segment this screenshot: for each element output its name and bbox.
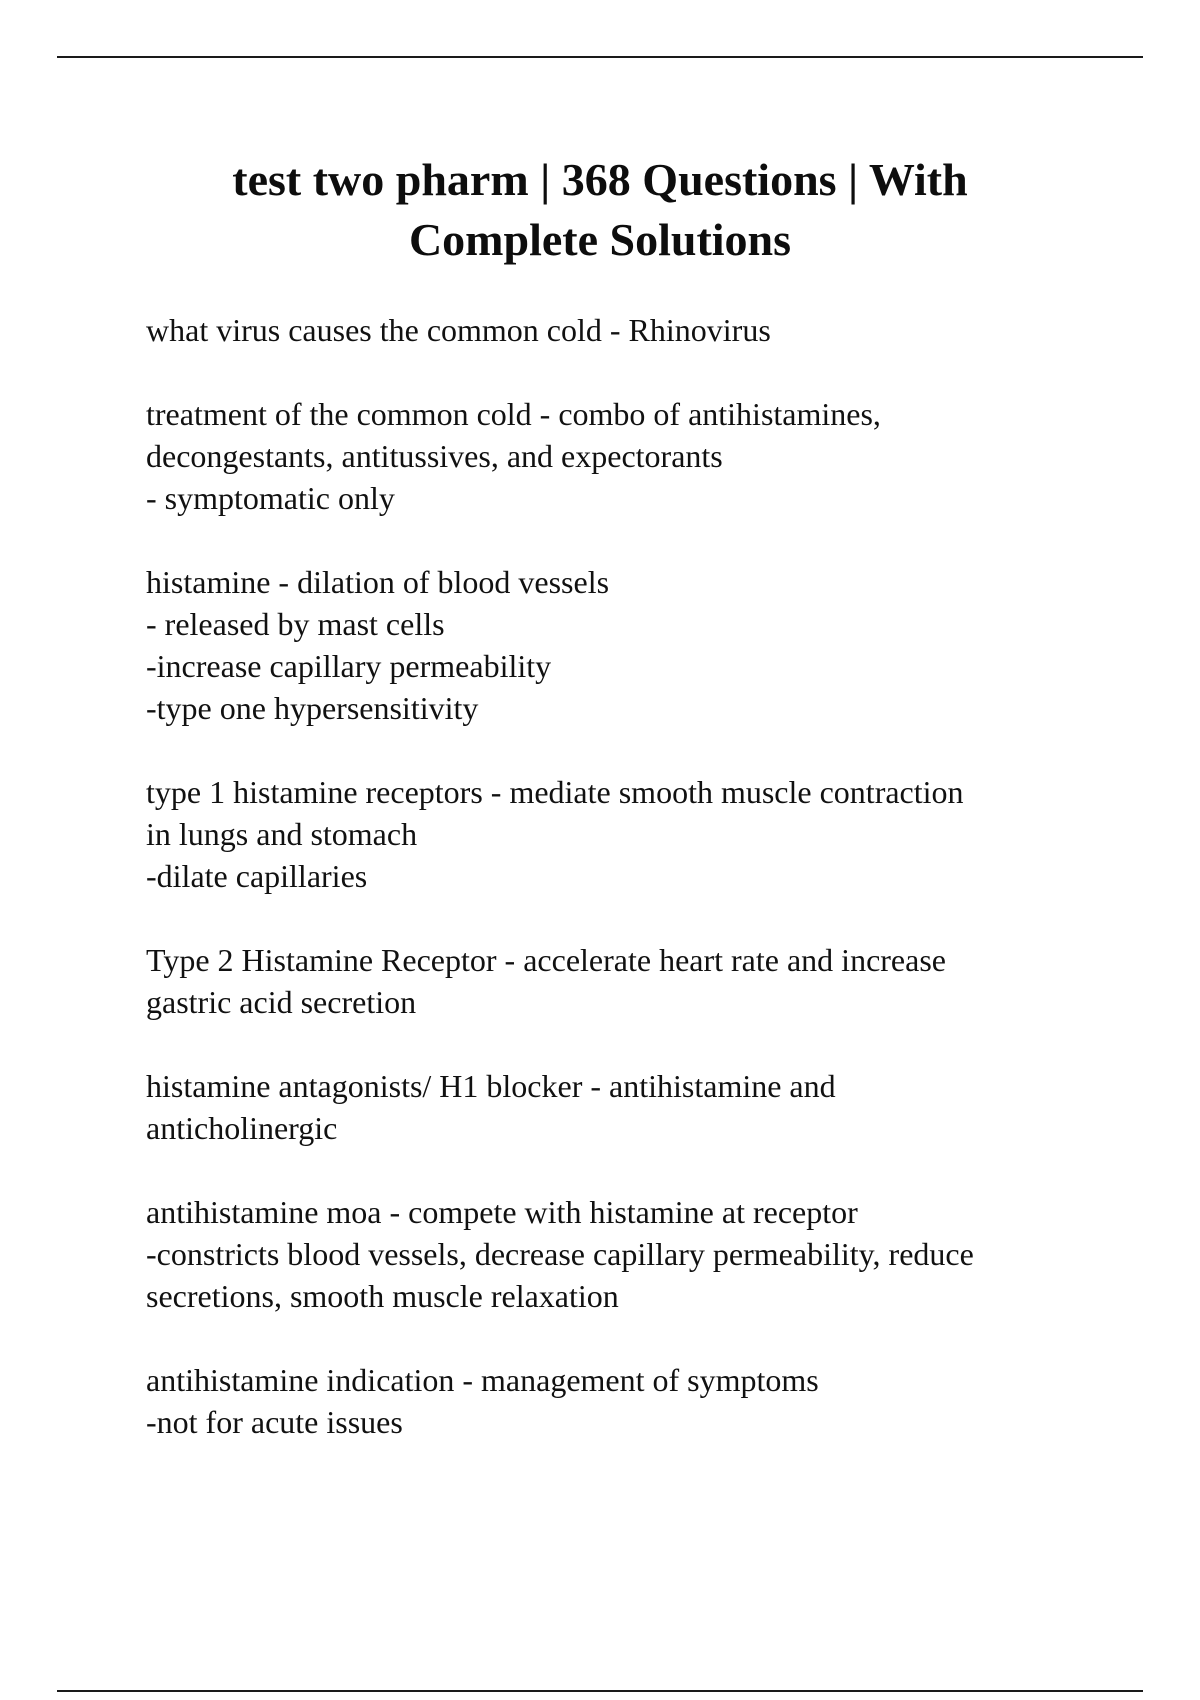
qa-entry: [146, 771, 1146, 897]
qa-line: in lungs and stomach: [146, 816, 418, 852]
qa-line: type 1 histamine receptors - mediate smooth muscle contraction: [146, 774, 964, 810]
qa-line: secretions, smooth muscle relaxation: [146, 1278, 619, 1314]
page-title: [100, 150, 1100, 270]
qa-line: -increase capillary permeability: [146, 648, 552, 684]
qa-line: decongestants, antitussives, and expectorants: [146, 438, 723, 474]
qa-line: -constricts blood vessels, decrease capillary permeability, reduce: [146, 1236, 974, 1272]
qa-line: treatment of the common cold - combo of antihistamines,: [146, 396, 881, 432]
bottom-divider: [57, 1690, 1143, 1692]
qa-line: what virus causes the common cold - Rhinovirus: [146, 312, 771, 348]
qa-entry: [146, 393, 1146, 519]
qa-line: histamine antagonists/ H1 blocker - antihistamine and: [146, 1068, 836, 1104]
qa-entry: [146, 1191, 1146, 1317]
qa-entry: [146, 1065, 1146, 1149]
qa-line: -not for acute issues: [146, 1404, 403, 1440]
qa-line: anticholinergic: [146, 1110, 338, 1146]
title-line-1: test two pharm | 368 Questions | With: [232, 154, 968, 205]
qa-entry: [146, 1359, 1146, 1443]
qa-line: antihistamine moa - compete with histamine at receptor: [146, 1194, 858, 1230]
title-line-2: Complete Solutions: [408, 214, 792, 265]
qa-entry: [146, 309, 1146, 351]
qa-line: gastric acid secretion: [146, 984, 417, 1020]
top-divider: [57, 56, 1143, 58]
qa-line: antihistamine indication - management of symptoms: [146, 1362, 819, 1398]
qa-line: - released by mast cells: [146, 606, 445, 642]
qa-line: Type 2 Histamine Receptor - accelerate heart rate and increase: [146, 942, 946, 978]
qa-entry: [146, 561, 1146, 729]
qa-list: [146, 309, 1146, 1485]
qa-line: histamine - dilation of blood vessels: [146, 564, 610, 600]
qa-entry: [146, 939, 1146, 1023]
qa-line: - symptomatic only: [146, 480, 395, 516]
qa-line: -type one hypersensitivity: [146, 690, 479, 726]
qa-line: -dilate capillaries: [146, 858, 368, 894]
